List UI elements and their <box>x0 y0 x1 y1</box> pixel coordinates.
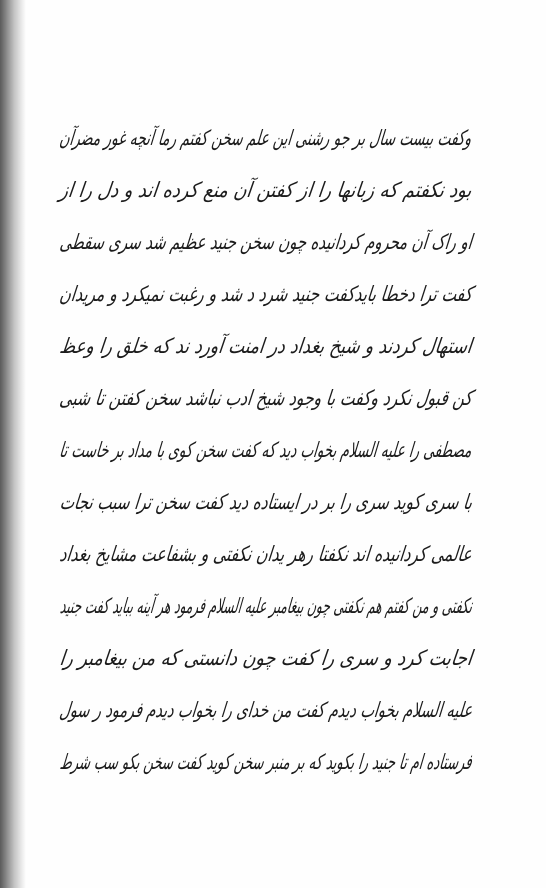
text-line-7: مصطفی را علیه السلام بخواب دید که کفت سخن کوی با مداد بر خاست تا <box>58 438 474 462</box>
text-line-10: نکفتی و من کفتم هم نکفتی چون بیغامبر علیه السلام فرمود هر آینه بباید کفت جنید <box>58 594 474 618</box>
text-line-12: علیه السلام بخواب دیدم کفت من خدای را بخواب دیدم فرمود ر سول <box>57 698 474 722</box>
text-line-3: او راک آن محروم کردانیده چون سخن جنید عظیم شد سری سقطی <box>58 230 474 254</box>
text-line-2: بود نکفتم که زبانها را از کفتن آن منع کرده اند و دل را از <box>58 178 474 202</box>
text-line-13: فرستاده ام تا جنید را بکوید که بر منبر سخن کوید کفت سخن بکو سب شرط <box>58 750 474 774</box>
text-line-5: استهال کردند و شیخ بغداد در امنت آورد ند که خلق را وعظ <box>58 334 474 358</box>
text-line-9: عالمی کردانیده اند نکفتا رهر یدان نکفتی و بشفاعت مشایخ بغداد <box>58 542 474 566</box>
text-line-4: کفت ترا دخطا بایدکفت جنید شرد د شد و رغبت نمیکرد و مریدان <box>57 282 474 306</box>
binding-shadow <box>0 0 26 888</box>
text-line-1: وکفت بیست سال بر جو رشنی این علم سخن کفتم رما آنچه غور مضرآن <box>58 126 474 150</box>
text-line-6: کن قبول نکرد وکفت با وجود شیخ ادب نباشد سخن کفتن تا شبی <box>57 386 474 410</box>
text-line-8: با سری کوید سری را بر در ایستاده دید کفت سخن ترا سبب نجات <box>58 490 474 514</box>
text-line-11: اجابت کرد و سری را کفت چون دانستی که من بیغامبر را <box>58 646 474 670</box>
